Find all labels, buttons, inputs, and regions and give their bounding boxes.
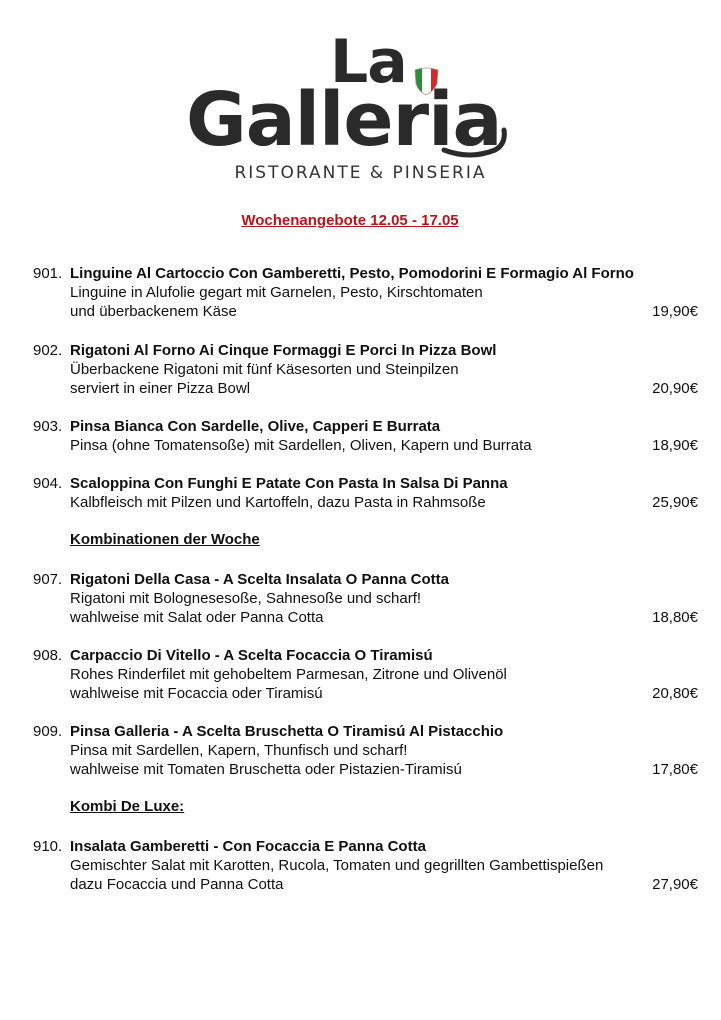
item-number: 903. xyxy=(33,418,63,435)
item-name: Rigatoni Della Casa - A Scelta Insalata O Panna Cotta xyxy=(70,571,449,588)
logo-text-la: La xyxy=(330,27,407,97)
weekly-offers-title: Wochenangebote 12.05 - 17.05 xyxy=(241,212,459,229)
item-price: 18,80€ xyxy=(652,609,698,626)
logo-subtitle: RISTORANTE & PINSERIA xyxy=(234,163,487,183)
item-description: Kalbfleisch mit Pilzen und Kartoffeln, dazu Pasta in Rahmsoße xyxy=(70,494,486,511)
item-name: Carpaccio Di Vitello - A Scelta Focaccia O Tiramisú xyxy=(70,647,433,664)
item-price: 18,90€ xyxy=(652,437,698,454)
item-price: 17,80€ xyxy=(652,761,698,778)
restaurant-logo xyxy=(0,0,721,200)
section-heading-deluxe: Kombi De Luxe: xyxy=(70,798,185,815)
menu-item xyxy=(33,417,698,457)
logo-swash-decoration xyxy=(440,120,510,160)
item-name: Linguine Al Cartoccio Con Gamberetti, Pesto, Pomodorini E Formagio Al Forno xyxy=(70,265,634,282)
item-description: Gemischter Salat mit Karotten, Rucola, Tomaten und gegrillten Gambettispießen xyxy=(70,857,604,874)
item-description: wahlweise mit Focaccia oder Tiramisú xyxy=(70,685,323,702)
item-name: Insalata Gamberetti - Con Focaccia E Panna Cotta xyxy=(70,838,426,855)
item-number: 910. xyxy=(33,838,63,855)
item-price: 19,90€ xyxy=(652,303,698,320)
item-description: Überbackene Rigatoni mit fünf Käsesorten und Steinpilzen xyxy=(70,361,459,378)
menu-item xyxy=(33,722,698,782)
item-description: Rigatoni mit Bolognesesoße, Sahnesoße und scharf! xyxy=(70,590,422,607)
item-name: Rigatoni Al Forno Ai Cinque Formaggi E Porci In Pizza Bowl xyxy=(70,342,497,359)
item-description: Linguine in Alufolie gegart mit Garnelen, Pesto, Kirschtomaten xyxy=(70,284,483,301)
item-price: 27,90€ xyxy=(652,876,698,893)
item-price: 20,90€ xyxy=(652,380,698,397)
logo-text-galleria: Galleria xyxy=(186,77,502,163)
item-description: wahlweise mit Tomaten Bruschetta oder Pistazien-Tiramisú xyxy=(70,761,462,778)
item-description: Rohes Rinderfilet mit gehobeltem Parmesan, Zitrone und Olivenöl xyxy=(70,666,507,683)
item-description: Pinsa mit Sardellen, Kapern, Thunfisch und scharf! xyxy=(70,742,408,759)
section-heading-kombinationen: Kombinationen der Woche xyxy=(70,531,260,548)
item-description: wahlweise mit Salat oder Panna Cotta xyxy=(70,609,324,626)
item-name: Pinsa Galleria - A Scelta Bruschetta O Tiramisú Al Pistacchio xyxy=(70,723,504,740)
menu-item xyxy=(33,341,698,401)
item-name: Scaloppina Con Funghi E Patate Con Pasta In Salsa Di Panna xyxy=(70,475,508,492)
item-name: Pinsa Bianca Con Sardelle, Olive, Capperi E Burrata xyxy=(70,418,441,435)
item-description: Pinsa (ohne Tomatensoße) mit Sardellen, Oliven, Kapern und Burrata xyxy=(70,437,532,454)
item-number: 907. xyxy=(33,571,63,588)
menu-item xyxy=(33,646,698,706)
item-description: serviert in einer Pizza Bowl xyxy=(70,380,251,397)
item-number: 901. xyxy=(33,265,63,282)
item-number: 908. xyxy=(33,647,63,664)
menu-item xyxy=(33,837,698,897)
item-description: dazu Focaccia und Panna Cotta xyxy=(70,876,284,893)
item-number: 909. xyxy=(33,723,63,740)
item-number: 902. xyxy=(33,342,63,359)
item-price: 20,80€ xyxy=(652,685,698,702)
item-description: und überbackenem Käse xyxy=(70,303,237,320)
item-number: 904. xyxy=(33,475,63,492)
item-price: 25,90€ xyxy=(652,494,698,511)
menu-item xyxy=(33,570,698,630)
menu-item xyxy=(33,474,698,514)
menu-item xyxy=(33,264,698,324)
